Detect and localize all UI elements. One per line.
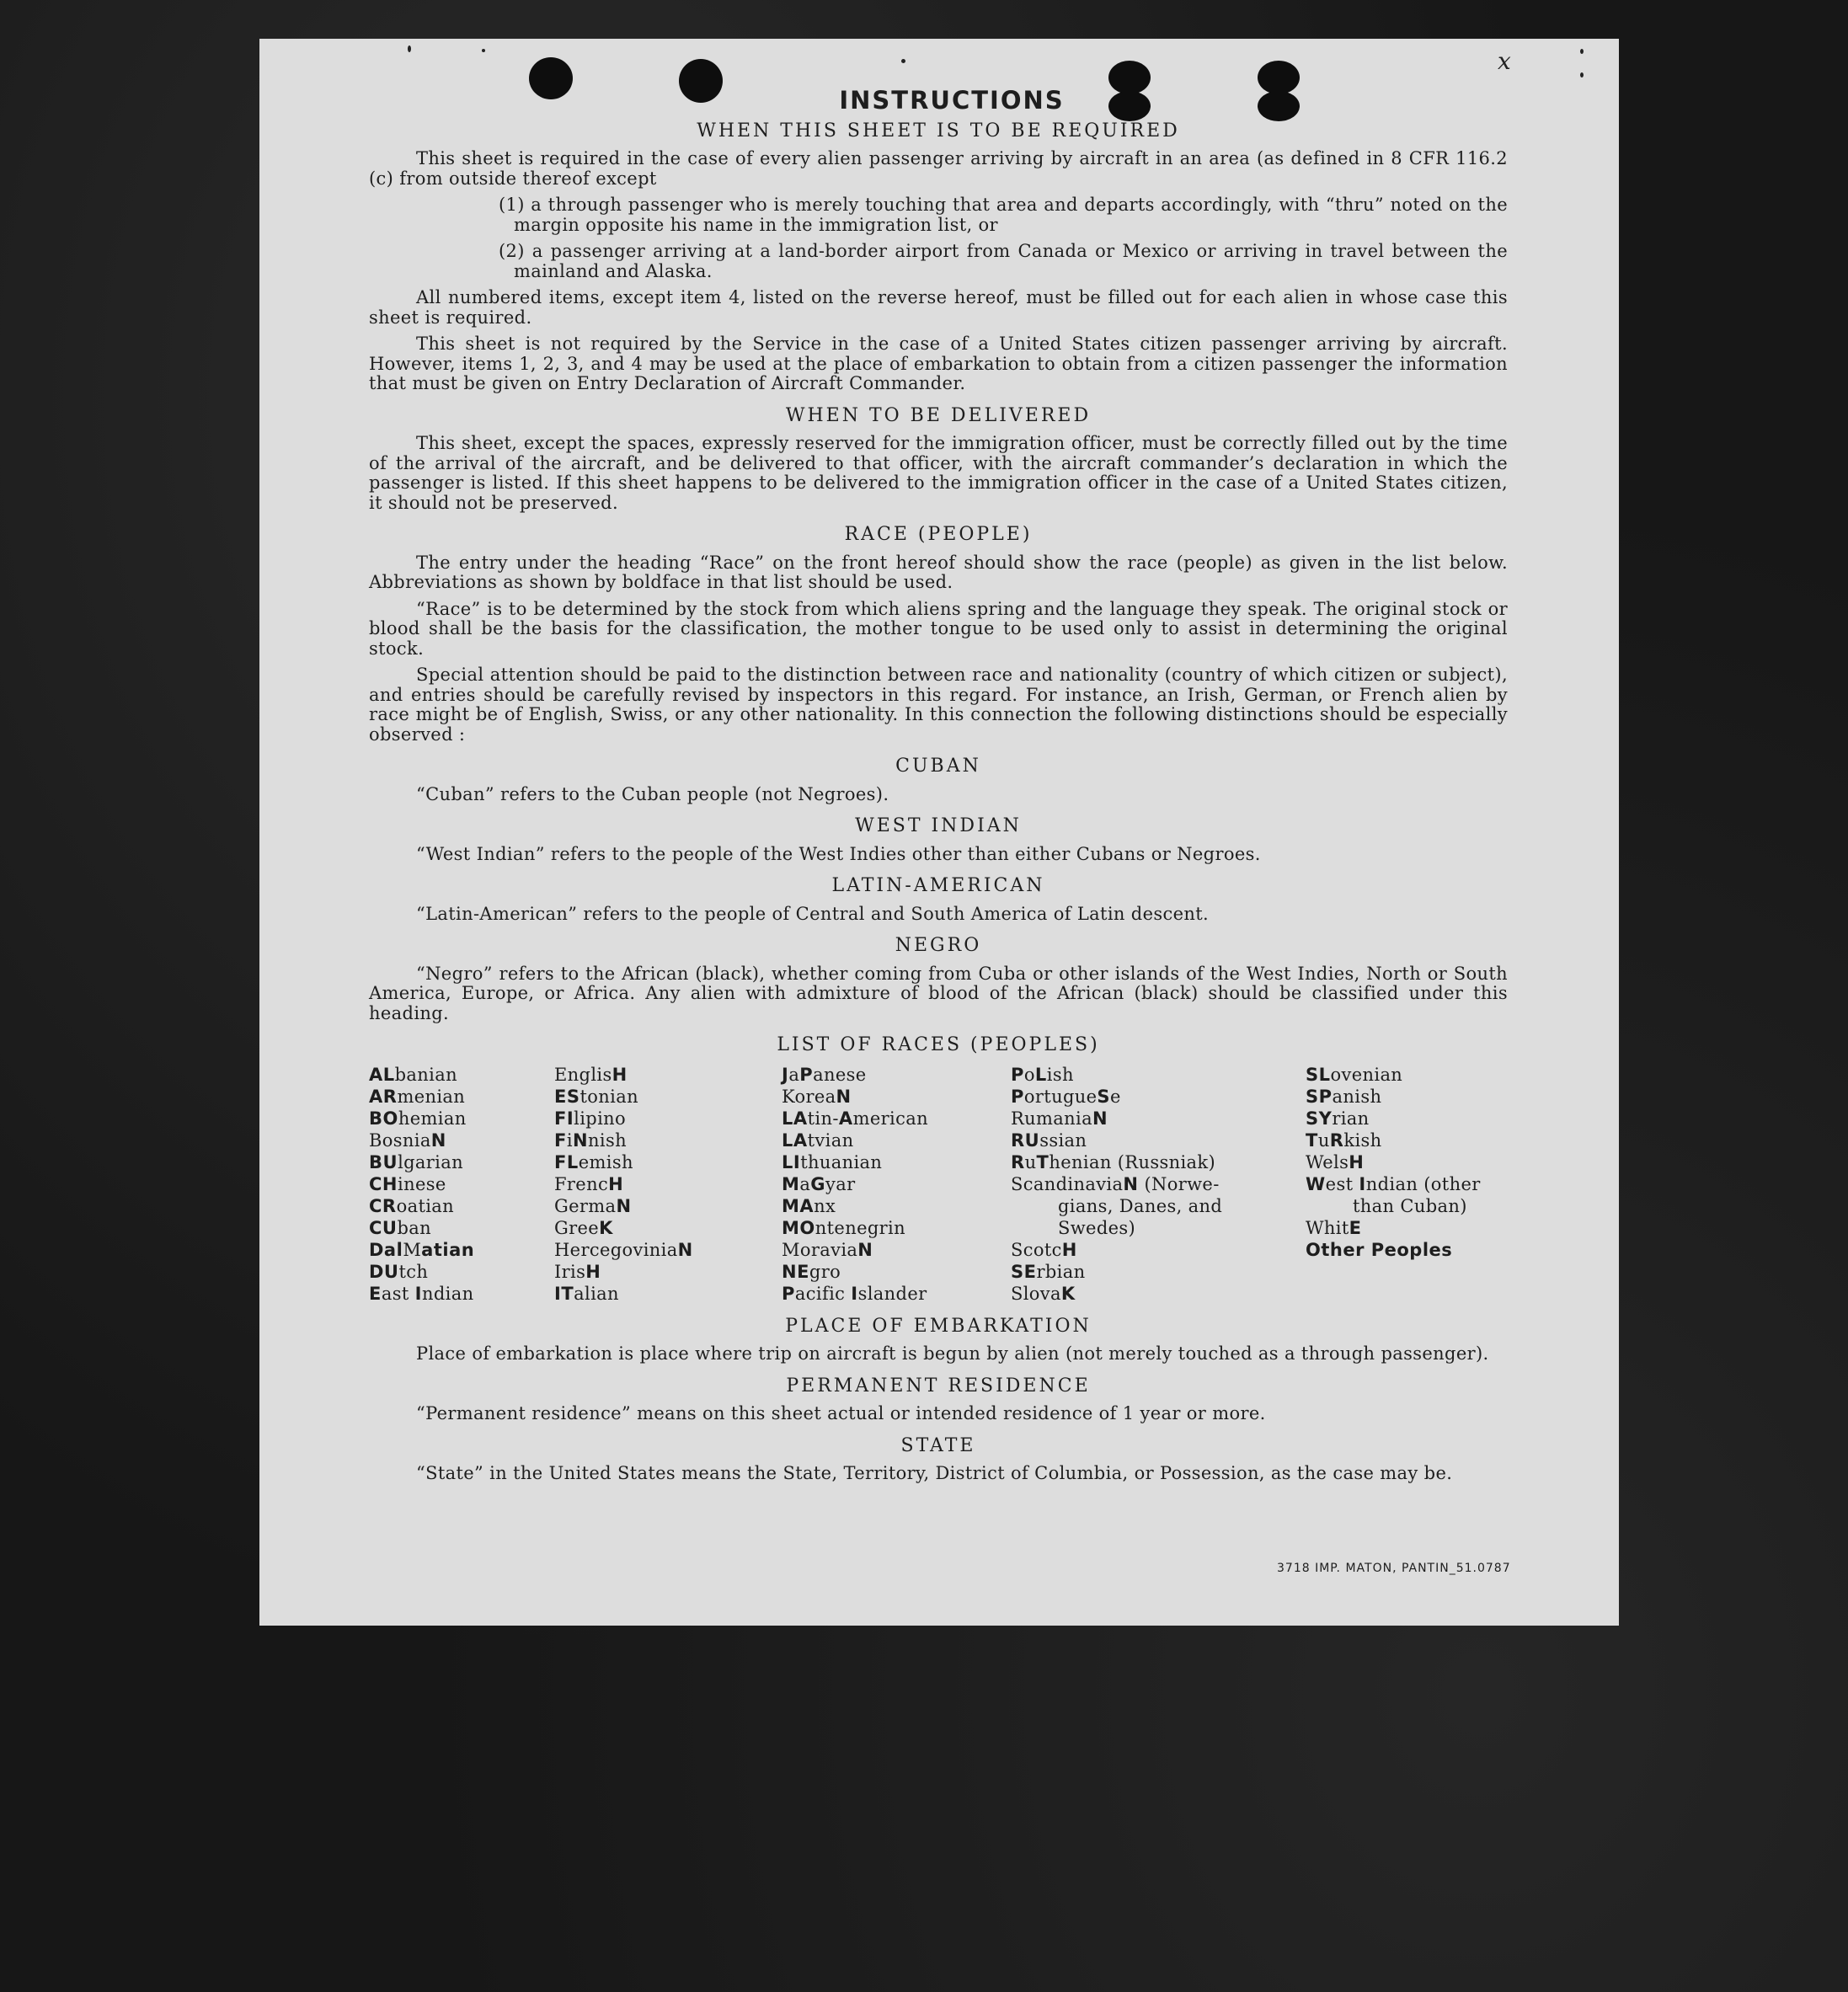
section-heading: PLACE OF EMBARKATION [785, 1315, 1092, 1337]
race-entry: FrencH [554, 1173, 624, 1194]
list-item: (2) a passenger arriving at a land-border airport from Canada or Mexico or arriving in travel between the mainland and Alaska. [499, 241, 1508, 281]
paragraph: “West Indian” refers to the people of the West Indies other than either Cubans or Negroes. [416, 843, 1261, 864]
speck [408, 45, 411, 52]
race-entry: Swedes) [1058, 1217, 1136, 1238]
race-entry: ScandinaviaN (Norwe- [1011, 1173, 1220, 1194]
race-entry: HercegoviniaN [554, 1239, 693, 1260]
paragraph: This sheet, except the spaces, expressly reserved for the immigration officer, must be correctly filled out by the time of the arrival of the aircraft, and be delivered to that officer, with the aircraft commander’s declaration in which the passenger is listed. If this sheet happens to be delivered to the immigration officer in the case of a United States citizen, it should not be preserved. [369, 433, 1508, 513]
section-heading: LATIN-AMERICAN [831, 875, 1045, 896]
race-entry: KoreaN [782, 1086, 852, 1107]
race-entry: IrisH [554, 1261, 601, 1282]
race-entry: LAtvian [782, 1130, 854, 1151]
race-entry: RuThenian (Russniak) [1011, 1151, 1216, 1172]
paragraph: All numbered items, except item 4, listed on the reverse hereof, must be filled out for each alien in whose case this sheet is required. [369, 287, 1508, 328]
speck [1580, 49, 1584, 54]
race-entry: GermaN [554, 1195, 632, 1216]
race-entry: MoraviaN [782, 1239, 873, 1260]
race-entry: ScotcH [1011, 1239, 1077, 1260]
race-entry: PoLish [1011, 1064, 1074, 1085]
paragraph: “State” in the United States means the State, Territory, District of Columbia, or Possession, as the case may be. [416, 1463, 1453, 1483]
races-column [1011, 1064, 1306, 1305]
section-heading: STATE [900, 1434, 976, 1456]
races-column [554, 1064, 782, 1305]
paragraph: Place of embarkation is place where trip on aircraft is begun by alien (not merely touched as a through passenger). [416, 1343, 1489, 1364]
race-entry: LAtin-American [782, 1108, 928, 1129]
race-entry: SlovaK [1011, 1283, 1076, 1304]
paragraph: “Negro” refers to the African (black), whether coming from Cuba or other islands of the West Indies, North or South America, Europe, or Africa. Any alien with admixture of blood of the African (black) should be classified under this heading. [369, 963, 1508, 1023]
race-entry: SYrian [1306, 1108, 1370, 1129]
race-entry: PortugueSe [1011, 1086, 1121, 1107]
list-item: (1) a through passenger who is merely touching that area and departs accordingly, with “thru” noted on the margin opposite his name in the immigration list, or [499, 195, 1508, 235]
race-entry: MAnx [782, 1195, 836, 1216]
race-entry: West Indian (other [1306, 1173, 1481, 1194]
instructions-content [369, 86, 1508, 1491]
paragraph: This sheet is not required by the Service in the case of a United States citizen passenger arriving by aircraft. However, items 1, 2, 3, and 4 may be used at the place of embarkation to obtain from a citizen passenger the information that must be given on Entry Declaration of Aircraft Commander. [369, 334, 1508, 393]
section-heading: PERMANENT RESIDENCE [786, 1375, 1091, 1397]
races-column [369, 1064, 554, 1305]
race-entry: SPanish [1306, 1086, 1382, 1107]
race-entry: gians, Danes, and [1058, 1195, 1223, 1216]
section-heading: RACE (PEOPLE) [844, 524, 1033, 545]
race-entry: FIlipino [554, 1108, 627, 1129]
section-heading: LIST OF RACES (PEOPLES) [777, 1034, 1100, 1055]
race-entry: WelsH [1306, 1151, 1365, 1172]
races-column [782, 1064, 1011, 1305]
race-entry: LIthuanian [782, 1151, 883, 1172]
race-entry: JaPanese [782, 1064, 867, 1085]
paragraph: “Latin-American” refers to the people of Central and South America of Latin descent. [416, 903, 1210, 924]
paragraph: This sheet is required in the case of every alien passenger arriving by aircraft in an area (as defined in 8 CFR 116.2 (c) from outside thereof except [369, 148, 1508, 189]
race-entry: East Indian [369, 1283, 474, 1304]
race-entry: WhitE [1306, 1217, 1362, 1238]
race-entry: MOntenegrin [782, 1217, 905, 1238]
section-heading: CUBAN [895, 756, 981, 777]
race-entry: SErbian [1011, 1261, 1086, 1282]
race-entry: Other Peoples [1306, 1239, 1453, 1260]
race-entry: BosniaN [369, 1130, 446, 1151]
speck [901, 59, 905, 63]
paragraph: Special attention should be paid to the distinction between race and nationality (country of which citizen or subject), and entries should be carefully revised by inspectors in this regard. For instance, an Irish, German, or French alien by race might be of English, Swiss, or any other nationality. In this connection the following distinctions should be especially observed : [369, 665, 1508, 745]
printer-imprint: 3718 IMP. MATON, PANTIN_51.0787 [1277, 1562, 1511, 1575]
speck [1580, 72, 1584, 77]
race-entry: ALbanian [369, 1064, 457, 1085]
race-entry: FiNnish [554, 1130, 627, 1151]
paragraph: The entry under the heading “Race” on the front hereof should show the race (people) as given in the list below. Abbreviations as shown by boldface in that list should be used. [369, 552, 1508, 592]
race-entry: GreeK [554, 1217, 613, 1238]
race-entry: CRoatian [369, 1195, 455, 1216]
race-entry: RumaniaN [1011, 1108, 1108, 1129]
race-entry: BOhemian [369, 1108, 467, 1129]
race-entry: SLovenian [1306, 1064, 1403, 1085]
race-entry: MaGyar [782, 1173, 856, 1194]
race-entry: ARmenian [369, 1086, 466, 1107]
race-entry: CUban [369, 1217, 432, 1238]
section-heading: WHEN TO BE DELIVERED [785, 404, 1092, 426]
race-entry: DUtch [369, 1261, 429, 1282]
handwritten-mark: x [1498, 47, 1511, 75]
document-sheet [259, 39, 1619, 1626]
race-entry: Pacific Islander [782, 1283, 927, 1304]
race-entry: EnglisH [554, 1064, 628, 1085]
race-entry: CHinese [369, 1173, 446, 1194]
section-heading: WEST INDIAN [855, 815, 1022, 836]
paragraph: “Race” is to be determined by the stock from which aliens spring and the language they speak. The original stock or blood shall be the basis for the classification, the mother tongue to be used only to assist in determining the original stock. [369, 598, 1508, 659]
race-entry: FLemish [554, 1151, 633, 1172]
list-of-races [369, 1064, 1508, 1305]
page-title: INSTRUCTIONS [839, 86, 1065, 115]
race-entry: DalMatian [369, 1239, 475, 1260]
paragraph: “Permanent residence” means on this sheet actual or intended residence of 1 year or more. [416, 1403, 1266, 1423]
race-entry: than Cuban) [1353, 1195, 1467, 1216]
paragraph: “Cuban” refers to the Cuban people (not Negroes). [416, 783, 889, 804]
race-entry: ITalian [554, 1283, 619, 1304]
race-entry: TuRkish [1306, 1130, 1382, 1151]
races-column [1306, 1064, 1508, 1305]
race-entry: BUlgarian [369, 1151, 463, 1172]
race-entry: RUssian [1011, 1130, 1087, 1151]
section-heading: NEGRO [895, 935, 982, 956]
race-entry: EStonian [554, 1086, 638, 1107]
section-heading: WHEN THIS SHEET IS TO BE REQUIRED [697, 120, 1180, 142]
race-entry: NEgro [782, 1261, 841, 1282]
speck [482, 49, 485, 52]
